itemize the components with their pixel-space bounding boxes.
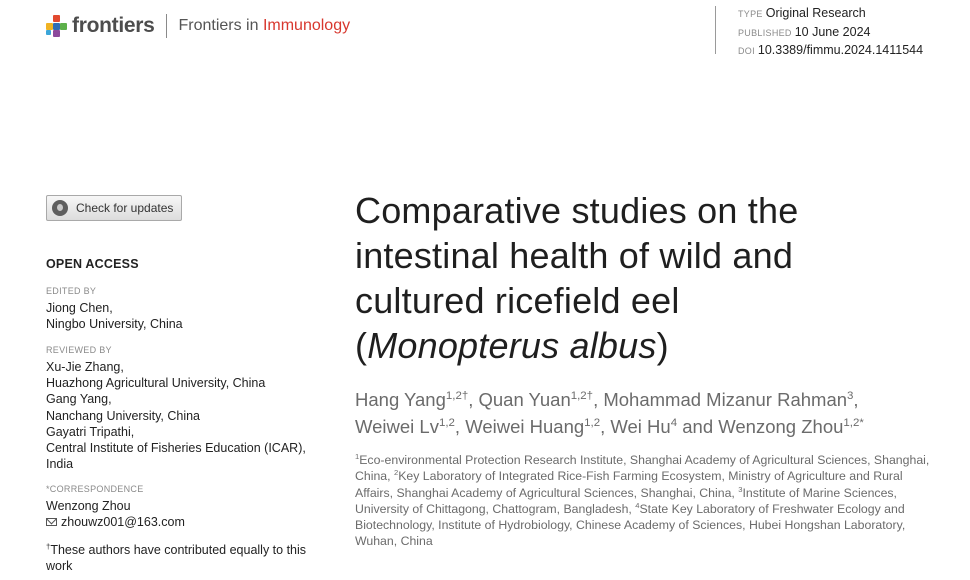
author-link[interactable]: Quan Yuan$^{1,2\dagger}$ <box>478 389 594 410</box>
reviewer-line: Huazhong Agricultural University, China <box>46 376 266 391</box>
author-link[interactable]: Weiwei Lv$^{1,2}$ <box>355 416 455 437</box>
affiliations: $^1$Eco-environmental Protection Research Institute, Shanghai Academy of Agricultural Sciences, Shanghai, China, $^2$Key Laboratory of Integrated Rice-Fish Farming Ecosystem, Ministry of Agriculture and Rural Affairs, Shanghai Academy of Agricultural Sciences, Shanghai, China, $^3$Institute of Marine Sciences, University of Chittagong, Chattogram, Bangladesh, $^4$State Key Laboratory of Freshwater Ecology and Biotechnology, Institute of Hydrobiology, Chinese Academy of Sciences, Hubei Hongshan Laboratory, Wuhan, China <box>355 451 930 549</box>
meta-published: PUBLISHED 10 June 2024 <box>738 24 871 39</box>
meta-doi: DOI 10.3389/fimmu.2024.1411544 <box>738 43 924 57</box>
open-access-label: OPEN ACCESS <box>46 257 139 271</box>
author-list: Hang Yang$^{1,2\dagger}$, Quan Yuan$^{1,2\dagger}$, Mohammad Mizanur Rahman$^3$, Weiwei Lv$^{1,2}$, Weiwei Huang$^{1,2}$, Wei Hu$^4$ and Wenzong Zhou$^{1,2*}$ <box>355 389 864 437</box>
editor-affiliation: Ningbo University, China <box>46 317 183 332</box>
reviewer-line: India <box>46 457 74 472</box>
journal-name: Frontiers in Immunology <box>178 17 351 34</box>
edited-by-section <box>46 286 321 332</box>
doi-link[interactable]: 10.3389/fimmu.2024.1411544 <box>757 43 924 57</box>
meta-type: TYPE Original Research <box>738 6 866 20</box>
author-link[interactable]: Hang Yang$^{1,2\dagger}$ <box>355 389 469 410</box>
equal-contribution-note: †These authors have contributed equally to this work <box>46 541 307 574</box>
author-link[interactable]: Wenzong Zhou$^{1,2*}$ <box>718 416 864 437</box>
reviewed-by-label: REVIEWED BY <box>46 345 112 355</box>
article-meta <box>738 5 923 61</box>
reviewer-line: Gayatri Tripathi, <box>46 424 135 439</box>
reviewer-line: Central Institute of Fisheries Education (ICAR), <box>46 441 306 456</box>
species-name: Monopterus albus <box>367 325 657 366</box>
article-title: Comparative studies on the intestinal health of wild and cultured ricefield eel (Monopterus albus) <box>355 190 799 366</box>
edited-by-label: EDITED BY <box>46 286 97 296</box>
author-link[interactable]: Weiwei Huang$^{1,2}$ <box>465 416 601 437</box>
correspondence-section <box>46 484 321 530</box>
logo-divider <box>166 14 167 38</box>
meta-divider <box>715 6 716 54</box>
frontiers-logo-icon <box>46 15 68 37</box>
editor-name: Jiong Chen, <box>46 301 113 315</box>
author-link[interactable]: Mohammad Mizanur Rahman$^3$ <box>603 389 854 410</box>
reviewer-line: Nanchang University, China <box>46 408 201 423</box>
crossmark-icon <box>52 200 68 216</box>
check-for-updates-button[interactable] <box>46 195 182 221</box>
reviewer-line: Xu-Jie Zhang, <box>46 360 124 374</box>
brand-name: frontiers <box>72 14 155 37</box>
envelope-icon <box>46 518 57 526</box>
correspondence-name: Wenzong Zhou <box>46 499 131 513</box>
check-updates-label: Check for updates <box>76 201 174 215</box>
reviewer-line: Gang Yang, <box>46 392 112 407</box>
author-link[interactable]: Wei Hu$^4$ <box>610 416 678 437</box>
journal-logo[interactable] <box>46 13 350 39</box>
correspondence-email-link[interactable]: zhouwz001@163.com <box>61 515 185 530</box>
reviewed-by-section <box>46 345 321 472</box>
correspondence-label: *CORRESPONDENCE <box>46 484 144 494</box>
